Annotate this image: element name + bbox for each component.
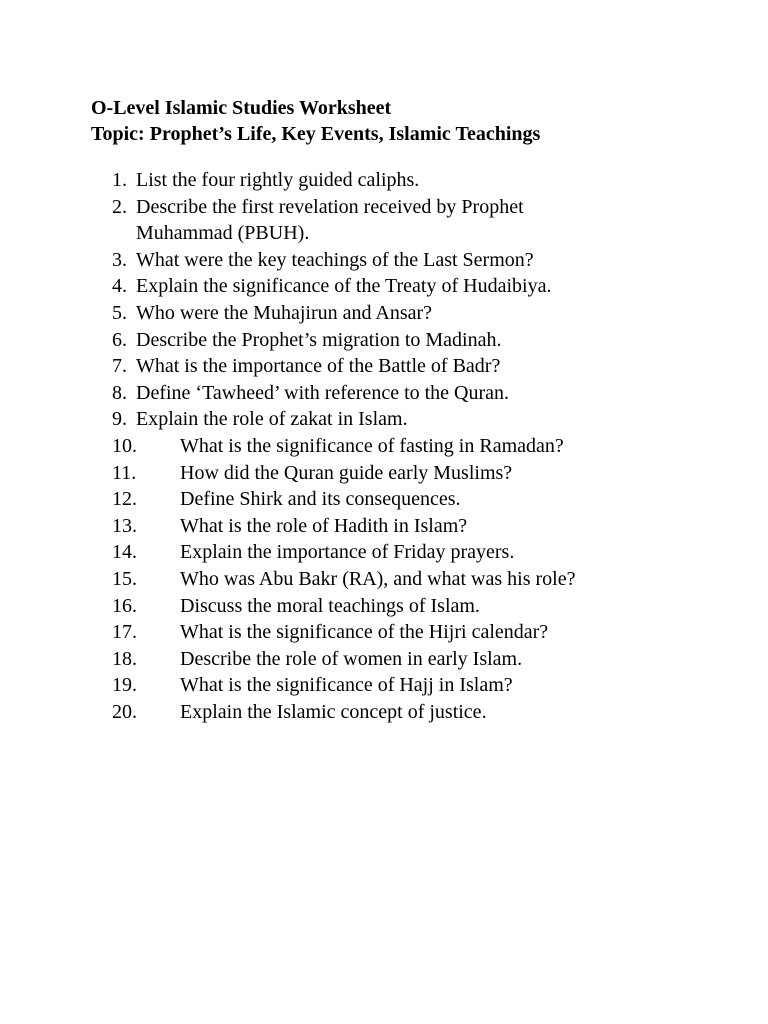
question-number: 15. [112, 567, 137, 590]
question-text: Describe the role of women in early Islam. [180, 647, 523, 670]
question-item [112, 646, 712, 673]
question-text: Define ‘Tawheed’ with reference to the Quran. [136, 381, 510, 404]
question-number: 17. [112, 621, 137, 644]
question-text: Discuss the moral teachings of Islam. [180, 594, 480, 617]
question-number: 12. [112, 488, 137, 511]
question-text: What is the significance of Hajj in Islam? [180, 674, 513, 697]
question-item [112, 593, 712, 620]
question-number: 14. [112, 541, 137, 564]
question-text: What is the importance of the Battle of Badr? [136, 355, 501, 378]
question-item [112, 327, 712, 354]
question-text: Explain the importance of Friday prayers. [180, 541, 515, 564]
question-number: 18. [112, 647, 137, 670]
question-item [112, 460, 712, 487]
question-item [112, 167, 712, 194]
question-number: 9. [112, 408, 127, 431]
question-list [112, 167, 712, 725]
question-text: Explain the significance of the Treaty of Hudaibiya. [136, 275, 552, 298]
question-item [112, 380, 712, 407]
question-text: Who were the Muhajirun and Ansar? [136, 301, 433, 324]
question-number: 20. [112, 700, 137, 723]
question-text: Explain the Islamic concept of justice. [180, 700, 487, 723]
question-number: 6. [112, 328, 127, 351]
worksheet-topic: Topic: Prophet’s Life, Key Events, Islamic Teachings [91, 123, 541, 145]
question-text: Describe the first revelation received by Prophet Muhammad (PBUH). [136, 195, 524, 245]
question-text: Explain the role of zakat in Islam. [136, 408, 408, 431]
question-item [112, 194, 712, 247]
question-item [112, 247, 712, 274]
question-text: What were the key teachings of the Last Sermon? [136, 248, 534, 271]
question-item [112, 699, 712, 726]
question-item [112, 513, 712, 540]
question-item [112, 486, 712, 513]
question-number: 5. [112, 301, 127, 324]
question-number: 10. [112, 434, 137, 457]
question-number: 13. [112, 514, 137, 537]
question-text: Describe the Prophet’s migration to Madinah. [136, 328, 502, 351]
question-number: 11. [112, 461, 137, 484]
question-text: What is the significance of the Hijri calendar? [180, 621, 549, 644]
worksheet-header [91, 95, 731, 147]
question-item [112, 406, 712, 433]
question-text: Define Shirk and its consequences. [180, 488, 461, 511]
question-item [112, 619, 712, 646]
question-text: What is the significance of fasting in Ramadan? [180, 434, 564, 457]
question-number: 7. [112, 355, 127, 378]
question-number: 4. [112, 275, 127, 298]
question-text: How did the Quran guide early Muslims? [180, 461, 513, 484]
question-item [112, 273, 712, 300]
worksheet-title: O-Level Islamic Studies Worksheet [91, 97, 392, 119]
question-number: 3. [112, 248, 127, 271]
question-number: 1. [112, 169, 127, 191]
question-number: 16. [112, 594, 137, 617]
question-text: Who was Abu Bakr (RA), and what was his role? [180, 567, 576, 590]
question-text: List the four rightly guided caliphs. [136, 169, 420, 191]
question-number: 2. [112, 195, 127, 218]
question-text: What is the role of Hadith in Islam? [180, 514, 468, 537]
question-number: 8. [112, 381, 127, 404]
question-item [112, 566, 712, 593]
question-item [112, 300, 712, 327]
question-number: 19. [112, 674, 137, 697]
question-item [112, 353, 712, 380]
question-item [112, 539, 712, 566]
question-item [112, 433, 712, 460]
question-item [112, 672, 712, 699]
